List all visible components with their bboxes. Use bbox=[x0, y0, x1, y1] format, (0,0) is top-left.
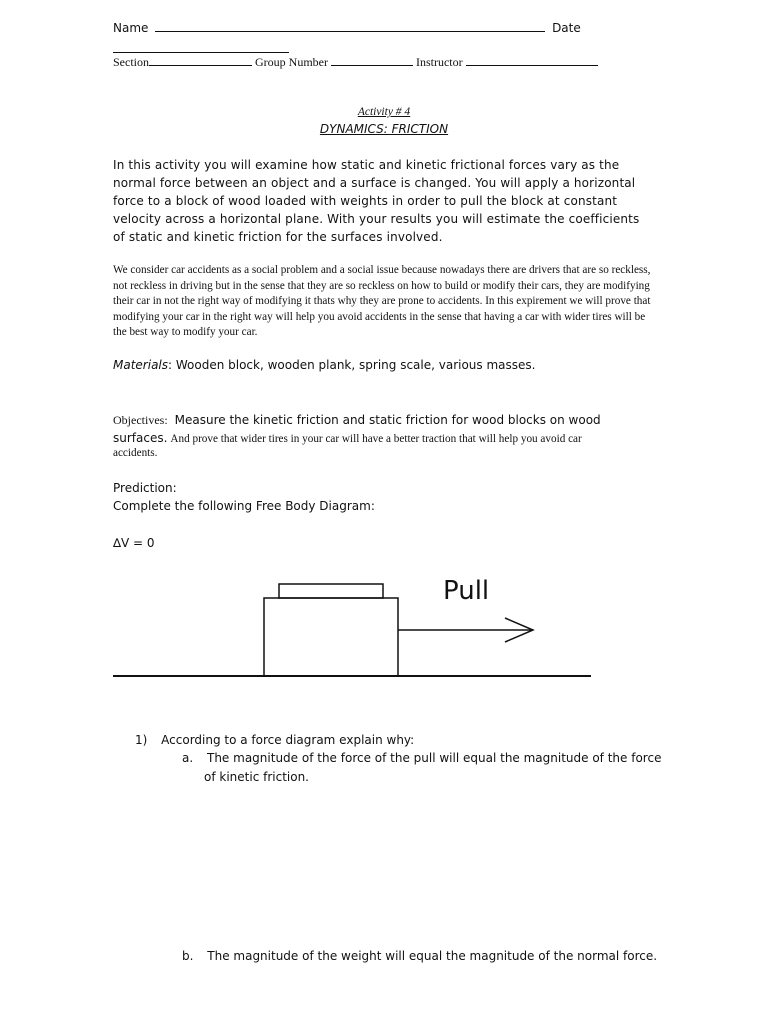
instructor-blank[interactable] bbox=[466, 53, 598, 66]
question-1b-label: b. bbox=[182, 949, 194, 963]
question-1a-text-2: of kinetic friction. bbox=[204, 770, 309, 784]
question-1 bbox=[135, 733, 414, 747]
prediction-instruction: Complete the following Free Body Diagram: bbox=[113, 499, 375, 513]
social-paragraph: We consider car accidents as a social problem and a social issue because nowadays there are drivers that are so reckless, not reckless in driving but in the sense that they are so reckless on how to build or modify their cars, they are modifying their car in not the right way of modifying it thats why they are prone to accidents. In this expirement we will prove that modifying your car in the right way will help you avoid accidents in the sense that having a car with wider tires will be the best way to modify your car. bbox=[113, 264, 651, 338]
instructor-label: Instructor bbox=[415, 55, 463, 69]
activity-title: Activity # 4 bbox=[357, 106, 411, 118]
question-1b bbox=[182, 949, 657, 963]
free-body-diagram bbox=[113, 570, 593, 680]
question-1a-label: a. bbox=[182, 751, 194, 765]
question-1a-text-1: The magnitude of the force of the pull will equal the magnitude of the force bbox=[207, 751, 662, 765]
delta-v-label: ∆V = 0 bbox=[113, 536, 155, 550]
pull-label: Pull bbox=[443, 576, 490, 606]
objectives-label: Objectives: bbox=[113, 413, 168, 427]
materials-line bbox=[113, 358, 535, 372]
objectives-line-1 bbox=[113, 413, 601, 428]
section-blank[interactable] bbox=[149, 53, 252, 66]
section-label: Section bbox=[113, 55, 149, 69]
question-1a bbox=[182, 751, 661, 765]
objectives-line-3: accidents. bbox=[113, 447, 158, 459]
objectives-line-2 bbox=[113, 431, 582, 446]
materials-label: Materials bbox=[113, 358, 169, 372]
activity-subtitle: DYNAMICS: FRICTION bbox=[319, 122, 449, 136]
group-blank[interactable] bbox=[331, 53, 413, 66]
prediction-label: Prediction: bbox=[113, 481, 177, 495]
name-row bbox=[113, 19, 581, 35]
question-1-number: 1) bbox=[135, 733, 148, 747]
question-1-text: According to a force diagram explain why: bbox=[161, 733, 415, 747]
intro-paragraph: In this activity you will examine how static and kinetic frictional forces vary as the normal force between an object and a surface is changed. You will apply a horizontal force to a block of wood loaded with weights in order to pull the block at constant velocity across a horizontal plane. With your results you will estimate the coefficients of static and kinetic friction for the surfaces involved. bbox=[113, 158, 640, 244]
question-1b-text: The magnitude of the weight will equal the magnitude of the normal force. bbox=[207, 949, 658, 963]
name-blank-extra[interactable] bbox=[485, 19, 545, 32]
name-blank[interactable] bbox=[155, 19, 485, 32]
objectives-text-2b: And prove that wider tires in your car will have a better traction that will help you avoid car bbox=[170, 433, 582, 445]
date-blank[interactable] bbox=[113, 40, 289, 53]
section-row bbox=[113, 53, 598, 70]
group-label: Group Number bbox=[255, 55, 328, 69]
objectives-text-2a: surfaces. bbox=[113, 431, 168, 445]
date-label: Date bbox=[552, 21, 581, 35]
objectives-text-1: Measure the kinetic friction and static friction for wood blocks on wood bbox=[174, 413, 601, 427]
name-label: Name bbox=[113, 21, 149, 35]
materials-text: : Wooden block, wooden plank, spring scale, various masses. bbox=[168, 358, 536, 372]
